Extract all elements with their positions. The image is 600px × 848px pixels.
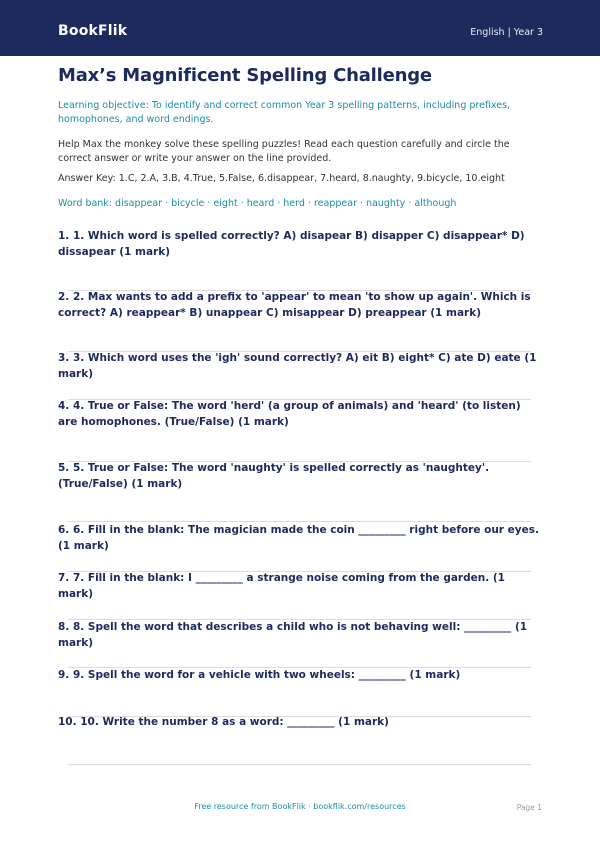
header-bar <box>0 0 600 56</box>
question-4: 4. 4. True or False: The word 'herd' (a group of animals) and 'heard' (to listen) are homophones. (True/False) (1 mark) <box>58 400 521 428</box>
subject-year-label: English | Year 3 <box>470 27 543 38</box>
answer-key: Answer Key: 1.C, 2.A, 3.B, 4.True, 5.False, 6.disappear, 7.heard, 8.naughty, 9.bicycle, 10.eight <box>58 173 505 184</box>
page-number: Page 1 <box>516 803 542 812</box>
instructions-text: Help Max the monkey solve these spelling puzzles! Read each question carefully and circle the correct answer or write your answer on the line provided. <box>58 139 510 164</box>
question-9: 9. 9. Spell the word for a vehicle with two wheels: _________ (1 mark) <box>58 669 461 681</box>
question-5: 5. 5. True or False: The word 'naughty' is spelled correctly as 'naughtey'. (True/False) (1 mark) <box>58 462 490 490</box>
page-title: Max’s Magnificent Spelling Challenge <box>58 65 432 86</box>
question-6: 6. 6. Fill in the blank: The magician made the coin _________ right before our eyes. (1 mark) <box>58 524 539 552</box>
question-7: 7. 7. Fill in the blank: I _________ a strange noise coming from the garden. (1 mark) <box>58 572 505 600</box>
question-10: 10. 10. Write the number 8 as a word: _________ (1 mark) <box>58 716 389 728</box>
question-2: 2. 2. Max wants to add a prefix to 'appear' to mean 'to show up again'. Which is correct? A) reappear* B) unappear C) misappear D) preappear (1 mark) <box>58 291 531 319</box>
answer-line-10 <box>68 764 531 765</box>
learning-objective: Learning objective: To identify and correct common Year 3 spelling patterns, including prefixes, homophones, and word endings. <box>58 100 511 125</box>
question-3: 3. 3. Which word uses the 'igh' sound correctly? A) eit B) eight* C) ate D) eate (1 mark) <box>58 352 537 380</box>
word-bank: Word bank: disappear · bicycle · eight · heard · herd · reappear · naughty · although <box>58 198 457 209</box>
question-8: 8. 8. Spell the word that describes a child who is not behaving well: _________ (1 mark) <box>58 621 528 649</box>
footer-credit: Free resource from BookFlik · bookflik.com/resources <box>194 802 406 811</box>
brand-logo[interactable]: BookFlik <box>58 23 128 39</box>
question-1: 1. 1. Which word is spelled correctly? A) disapear B) disapper C) disappear* D) dissapear (1 mark) <box>58 230 525 258</box>
